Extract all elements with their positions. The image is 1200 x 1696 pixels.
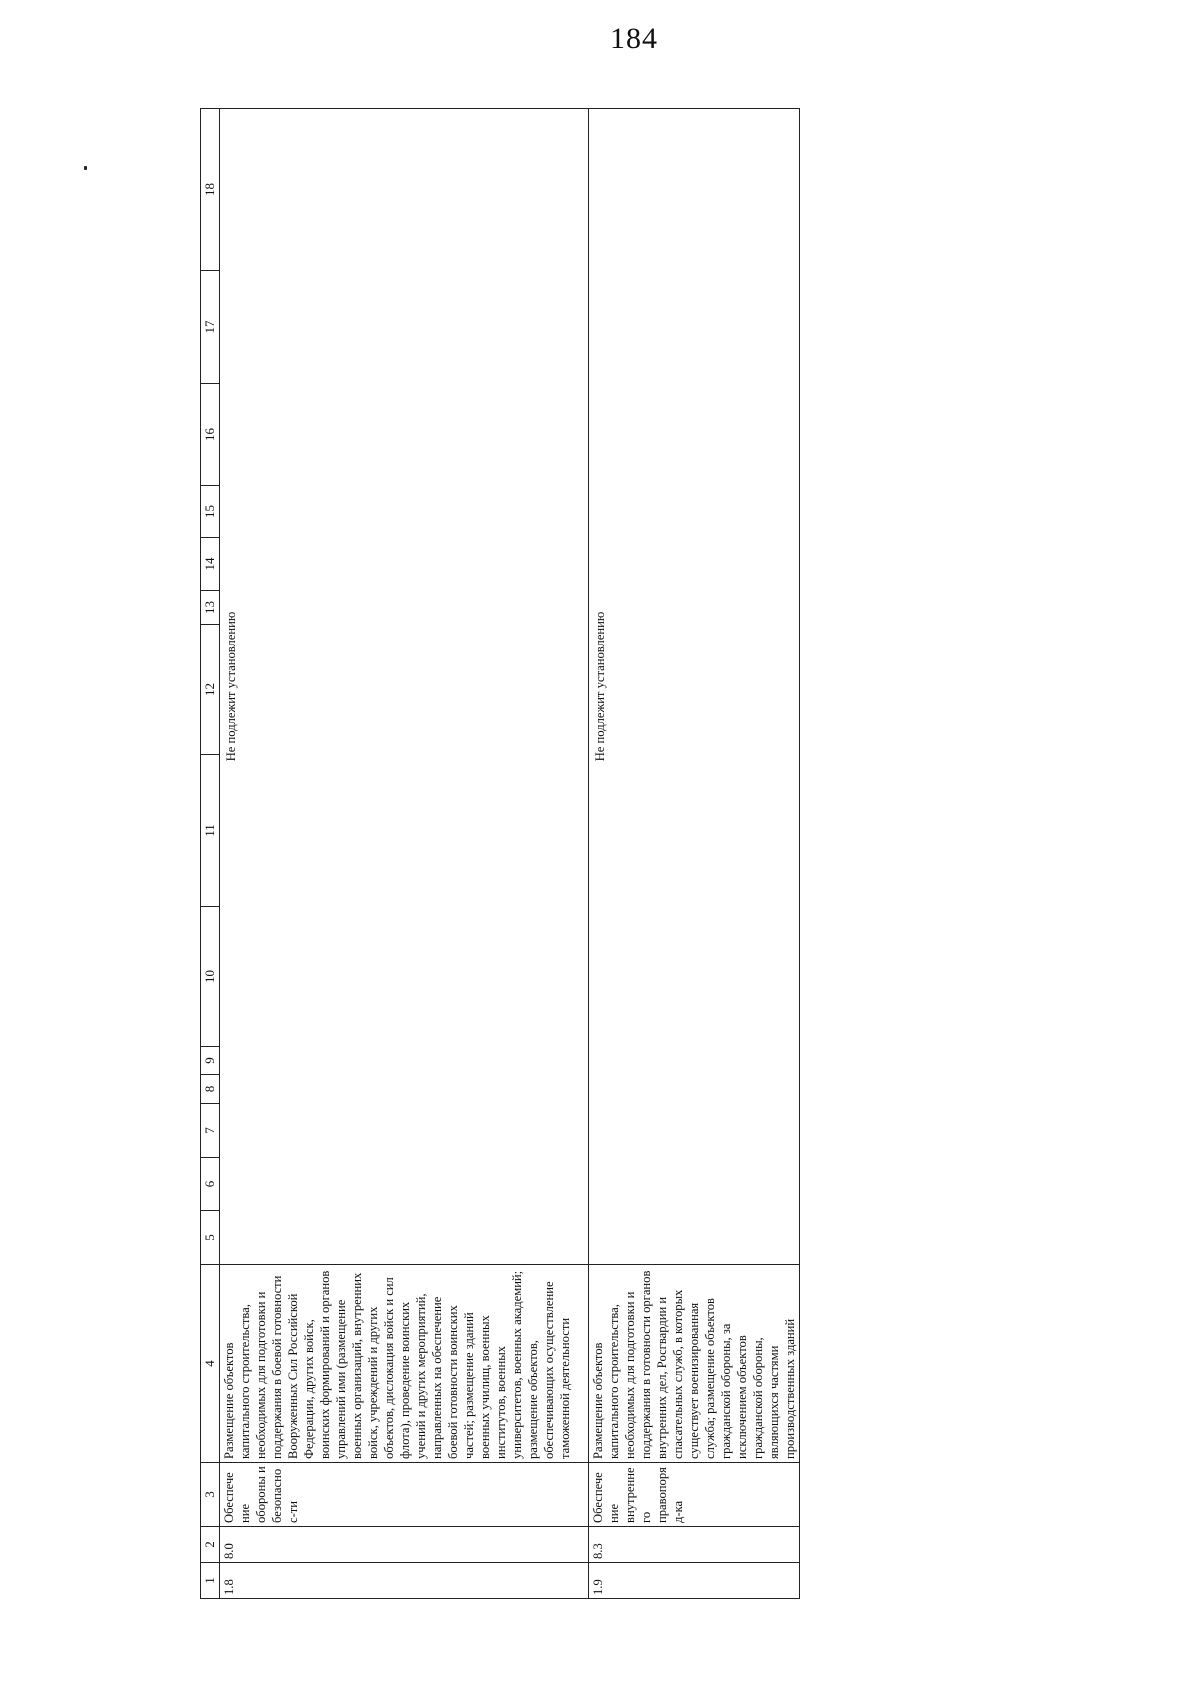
row-number: 1.9 — [589, 1563, 800, 1599]
not-subject-text: Не подлежит установлению — [593, 611, 607, 762]
header-row — [201, 109, 220, 1599]
use-name-cell: Обеспечение обороны и безопаснос-ти — [220, 1463, 589, 1527]
col-header: 9 — [201, 1047, 220, 1075]
col-header: 14 — [201, 538, 220, 591]
col-header: 4 — [201, 1265, 220, 1463]
not-subject-text: Не подлежит установлению — [224, 611, 238, 762]
col-header: 1 — [201, 1563, 220, 1599]
table-row — [589, 109, 800, 1599]
col-header: 2 — [201, 1527, 220, 1563]
row-number: 1.8 — [220, 1563, 589, 1599]
description-cell: Размещение объектов капитального строительства, необходимых для подготовки и поддержания в готовности органов внутренних дел, Росгвардии и спасательных служб, в которых существует военизированная служба; размещение объектов гражданской обороны, за исключением объектов гражданской обороны, являющихся частями производственных зданий — [589, 1265, 800, 1463]
col-header: 8 — [201, 1075, 220, 1104]
code-cell: 8.3 — [589, 1527, 800, 1563]
col-header: 5 — [201, 1211, 220, 1265]
stray-mark — [84, 166, 87, 170]
description-cell: Размещение объектов капитального строительства, необходимых для подготовки и поддержания в боевой готовности Вооруженных Сил Российской Федерации, других войск, воинских формирований и органов управлений ими (размещение военных организаций, внутренних войск, учреждений и других объектов, дислокация войск и сил флота), проведение воинских учений и других мероприятий, направленных на обеспечение боевой готовности воинских частей; размещение зданий военных училищ, военных институтов, военных университетов, военных академий; размещение объектов, обеспечивающих осуществление таможенной деятельности — [220, 1265, 589, 1463]
col-header: 7 — [201, 1104, 220, 1158]
use-name-cell: Обеспечение внутреннего правопоряд-ка — [589, 1463, 800, 1527]
merged-parameters-cell — [589, 109, 800, 1265]
col-header: 3 — [201, 1463, 220, 1527]
rotated-table-container — [200, 109, 797, 1599]
code-cell: 8.0 — [220, 1527, 589, 1563]
col-header: 17 — [201, 271, 220, 384]
col-header: 11 — [201, 755, 220, 907]
land-use-table — [200, 108, 800, 1599]
col-header: 6 — [201, 1158, 220, 1211]
table-row — [220, 109, 589, 1599]
col-header: 12 — [201, 625, 220, 755]
col-header: 18 — [201, 109, 220, 271]
page-number: 184 — [610, 22, 658, 55]
col-header: 10 — [201, 907, 220, 1047]
col-header: 13 — [201, 591, 220, 625]
merged-parameters-cell — [220, 109, 589, 1265]
col-header: 15 — [201, 486, 220, 538]
col-header: 16 — [201, 384, 220, 486]
